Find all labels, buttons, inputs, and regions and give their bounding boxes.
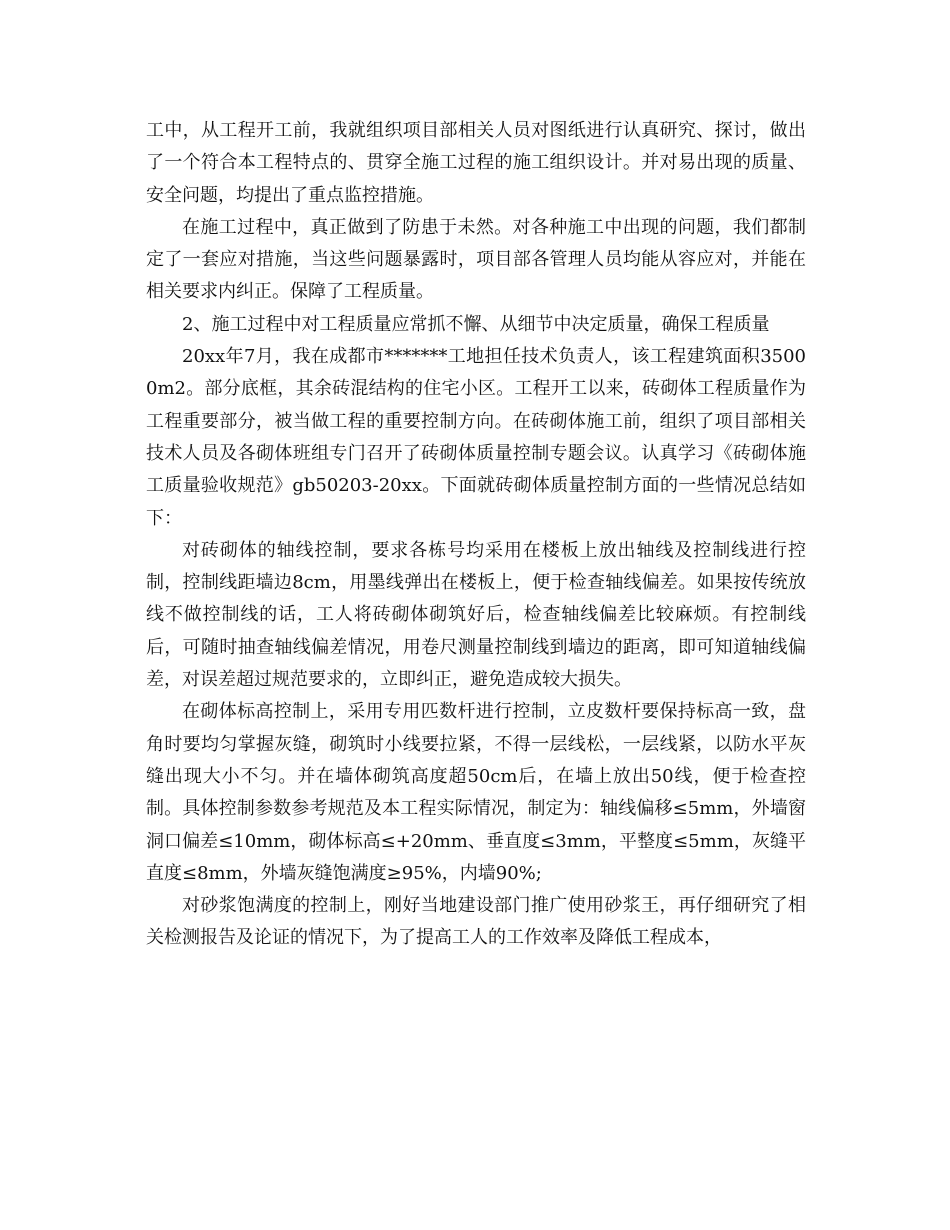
document-body — [146, 115, 806, 955]
paragraph-5: 在砌体标高控制上，采用专用匹数杆进行控制，立皮数杆要保持标高一致，盘角时要均匀掌握灰缝，砌筑时小线要拉紧，不得一层线松，一层线紧，以防水平灰缝出现大小不匀。并在墙体砌筑高度超50cm后，在墙上放出50线，便于检查控制。具体控制参数参考规范及本工程实际情况，制定为：轴线偏移≤5mm，外墙窗洞口偏差≤10mm，砌体标高≤+20mm、垂直度≤3mm，平整度≤5mm，灰缝平直度≤8mm，外墙灰缝饱满度≥95%，内墙90%; — [146, 701, 806, 884]
paragraph-1: 工中，从工程开工前，我就组织项目部相关人员对图纸进行认真研究、探讨，做出了一个符合本工程特点的、贯穿全施工过程的施工组织设计。并对易出现的质量、安全问题，均提出了重点监控措施。 — [146, 120, 806, 206]
paragraph-4: 对砖砌体的轴线控制，要求各栋号均采用在楼板上放出轴线及控制线进行控制，控制线距墙边8cm，用墨线弹出在楼板上，便于检查轴线偏差。如果按传统放线不做控制线的话，工人将砖砌体砌筑好后，检查轴线偏差比较麻烦。有控制线后，可随时抽查轴线偏差情况，用卷尺测量控制线到墙边的距离，即可知道轴线偏差，对误差超过规范要求的，立即纠正，避免造成较大损失。 — [146, 539, 806, 691]
section-heading-2: 2、施工过程中对工程质量应常抓不懈、从细节中决定质量，确保工程质量 — [182, 313, 770, 335]
paragraph-3: 20xx年7月，我在成都市*******工地担任技术负责人，该工程建筑面积35000m2。部分底框，其余砖混结构的住宅小区。工程开工以来，砖砌体工程质量作为工程重要部分，被当做工程的重要控制方向。在砖砌体施工前，组织了项目部相关技术人员及各砌体班组专门召开了砖砌体质量控制专题会议。认真学习《砖砌体施工质量验收规范》gb50203-20xx。下面就砖砌体质量控制方面的一些情况总结如下： — [146, 346, 806, 529]
paragraph-6: 对砂浆饱满度的控制上，刚好当地建设部门推广使用砂浆王，再仔细研究了相关检测报告及论证的情况下，为了提高工人的工作效率及降低工程成本， — [146, 895, 806, 949]
paragraph-2: 在施工过程中，真正做到了防患于未然。对各种施工中出现的问题，我们都制定了一套应对措施，当这些问题暴露时，项目部各管理人员均能从容应对，并能在相关要求内纠正。保障了工程质量。 — [146, 216, 806, 303]
